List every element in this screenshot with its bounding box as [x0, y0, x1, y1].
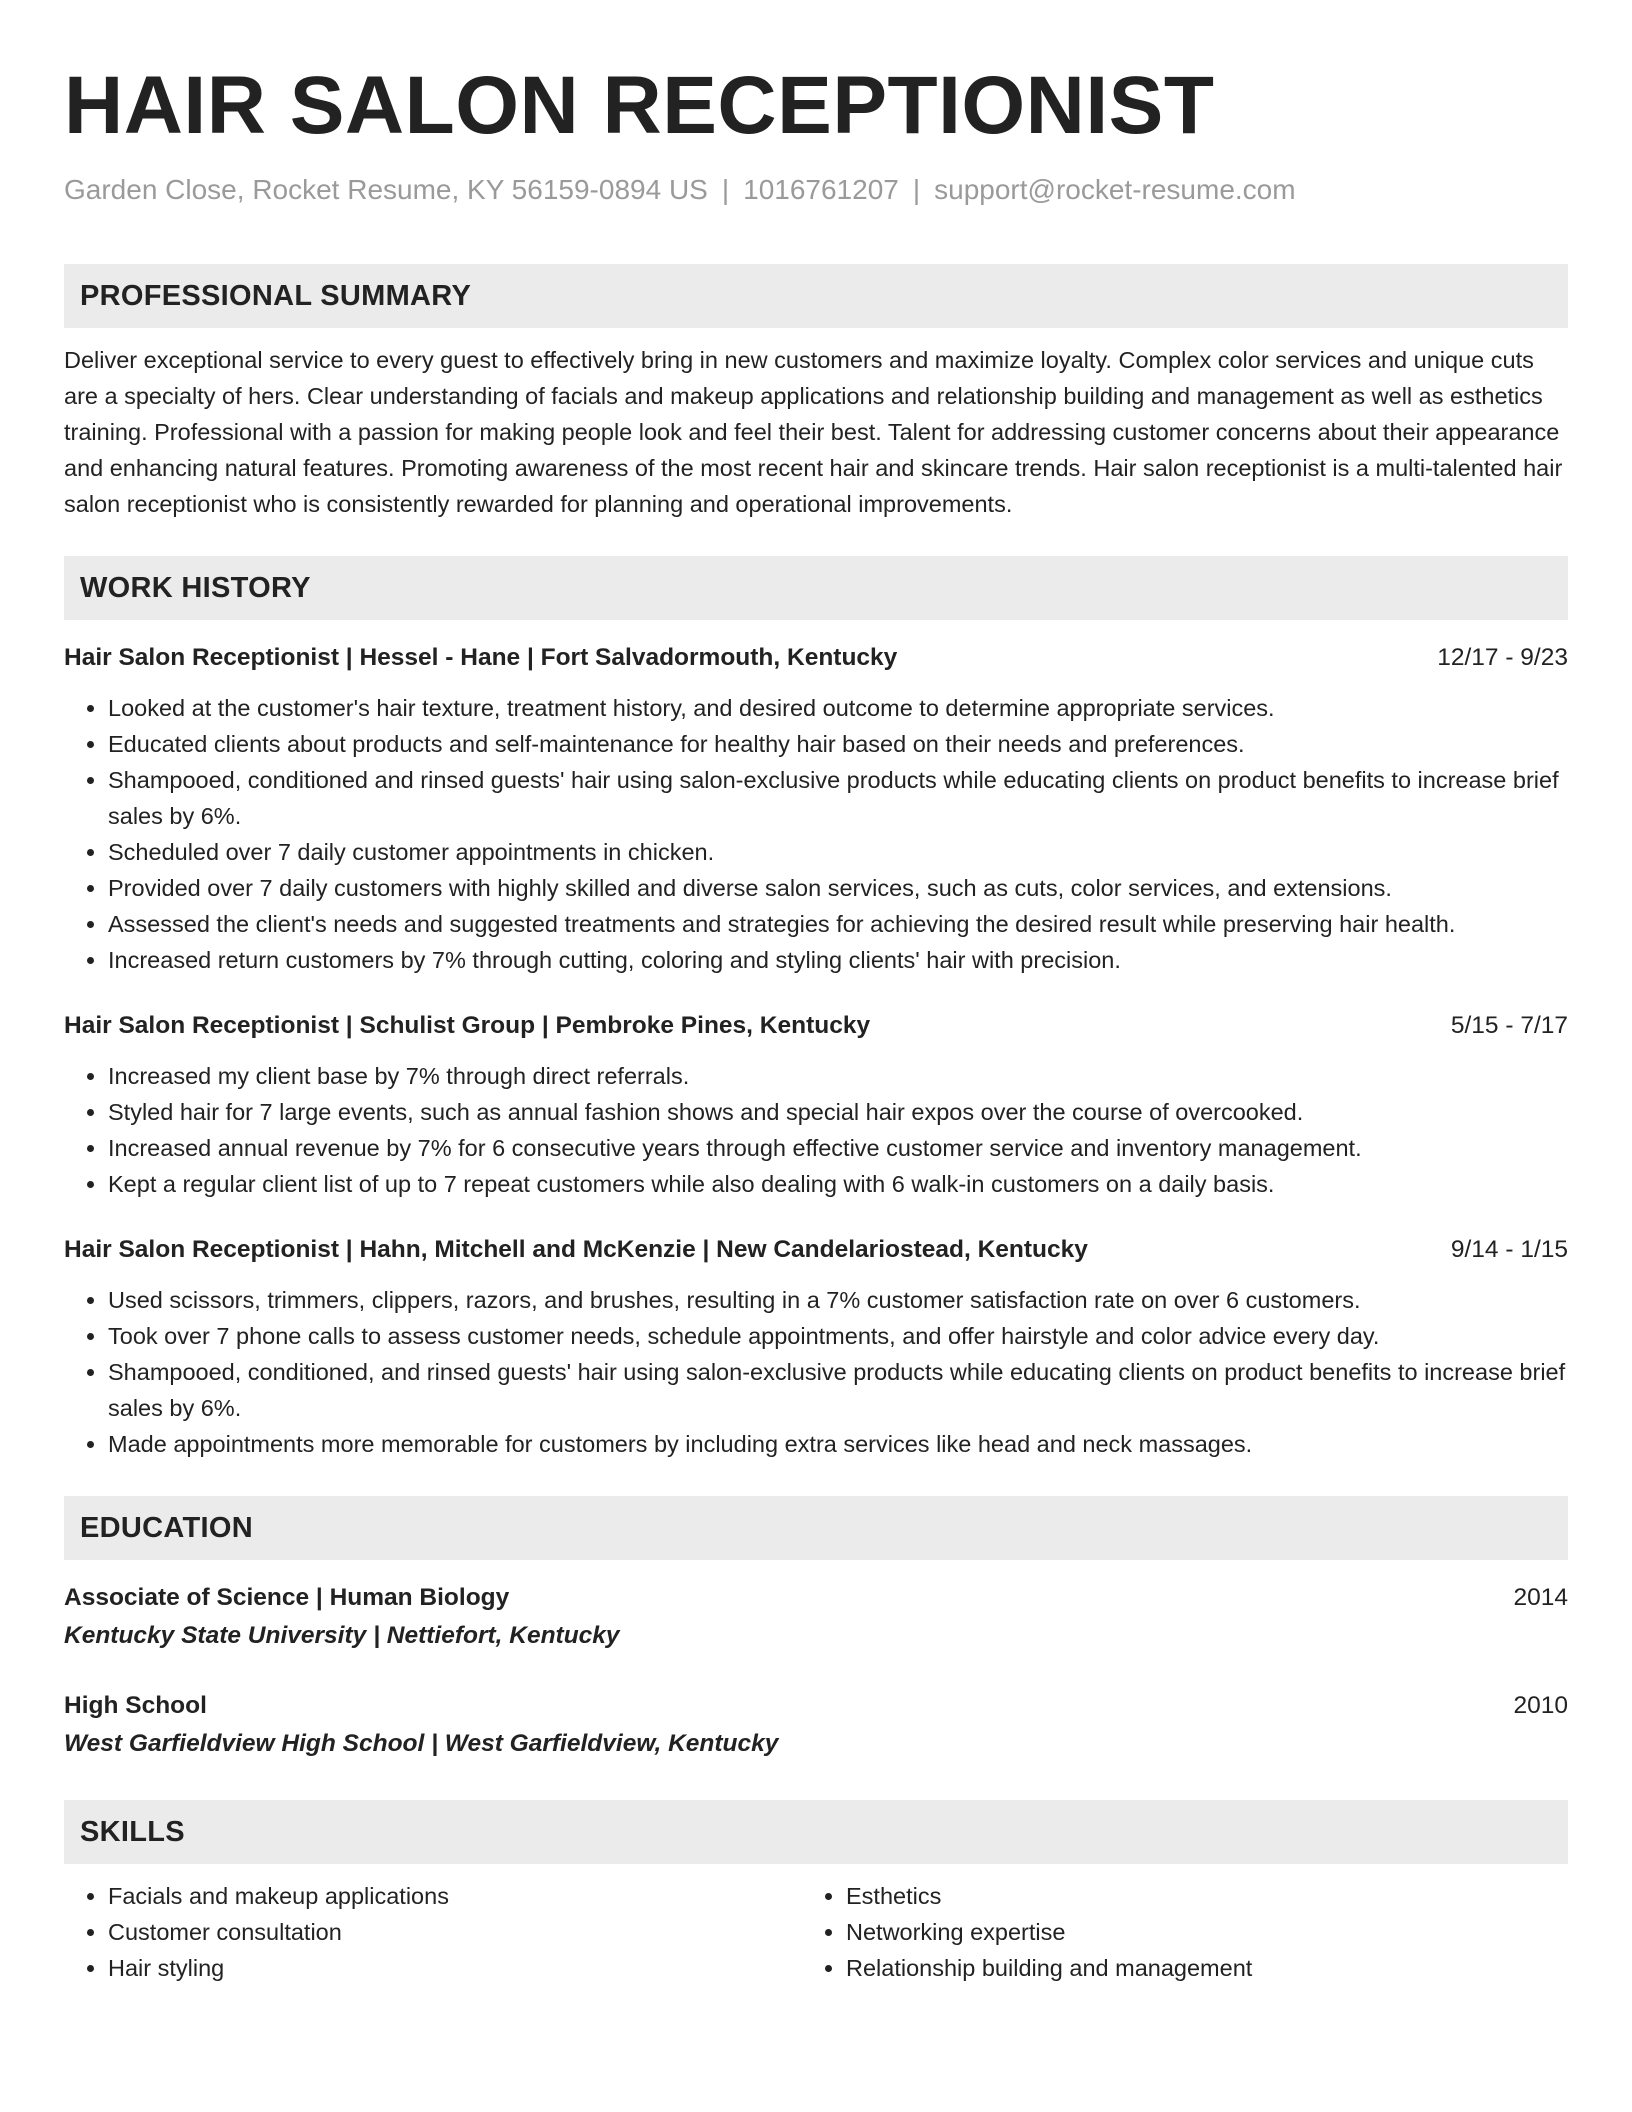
section-header-work-history: WORK HISTORY [64, 556, 1568, 620]
job-bullets [64, 1282, 1568, 1462]
job-dates: 5/15 - 7/17 [1450, 1012, 1568, 1039]
contact-separator: | [721, 174, 730, 205]
job-entry [64, 640, 1568, 978]
section-header-education: EDUCATION [64, 1496, 1568, 1560]
education-year: 2014 [1513, 1584, 1568, 1611]
job-entry [64, 1008, 1568, 1202]
education-degree: High School [64, 1692, 207, 1719]
job-bullet: • Educated clients about products and self-maintenance for healthy hair based on their needs and preferences. [108, 726, 1568, 762]
resume-name: HAIR SALON RECEPTIONIST [64, 60, 1215, 151]
contact-separator: | [912, 174, 921, 205]
education-year: 2010 [1513, 1692, 1568, 1719]
skill-item: • Relationship building and management [846, 1950, 1540, 1986]
education-degree: Associate of Science | Human Biology [64, 1584, 510, 1611]
job-dates: 9/14 - 1/15 [1450, 1236, 1568, 1263]
job-bullet: • Used scissors, trimmers, clippers, razors, and brushes, resulting in a 7% customer satisfaction rate on over 6 customers. [108, 1282, 1568, 1318]
skills-column-left [64, 1878, 802, 1986]
skills-grid [64, 1878, 1568, 1986]
education-entry [64, 1580, 1568, 1654]
education-row [64, 1688, 1568, 1724]
job-bullet: • Provided over 7 daily customers with highly skilled and diverse salon services, such as cuts, color services, and extensions. [108, 870, 1568, 906]
contact-address: Garden Close, Rocket Resume, KY 56159-0894 US [64, 174, 708, 205]
education-school: West Garfieldview High School | West Garfieldview, Kentucky [64, 1730, 779, 1757]
contact-phone: 1016761207 [743, 174, 899, 205]
job-bullet: • Increased annual revenue by 7% for 6 consecutive years through effective customer service and inventory management. [108, 1130, 1568, 1166]
skill-item: • Hair styling [108, 1950, 802, 1986]
job-title-row [64, 1008, 1568, 1044]
job-bullet: • Shampooed, conditioned and rinsed guests' hair using salon-exclusive products while educating clients on product benefits to increase brief sales by 6%. [108, 762, 1568, 834]
job-bullet: • Scheduled over 7 daily customer appointments in chicken. [108, 834, 1568, 870]
job-bullets [64, 690, 1568, 978]
job-title-row [64, 640, 1568, 676]
job-bullet: • Shampooed, conditioned, and rinsed guests' hair using salon-exclusive products while educating clients on product benefits to increase brief sales by 6%. [108, 1354, 1568, 1426]
job-bullets [64, 1058, 1568, 1202]
education-school: Kentucky State University | Nettiefort, Kentucky [64, 1622, 620, 1649]
job-bullet: • Kept a regular client list of up to 7 repeat customers while also dealing with 6 walk-in customers on a daily basis. [108, 1166, 1568, 1202]
job-bullet: • Increased my client base by 7% through direct referrals. [108, 1058, 1568, 1094]
job-bullet: • Looked at the customer's hair texture, treatment history, and desired outcome to determine appropriate services. [108, 690, 1568, 726]
job-bullet: • Increased return customers by 7% through cutting, coloring and styling clients' hair with precision. [108, 942, 1568, 978]
contact-email: support@rocket-resume.com [934, 174, 1296, 205]
job-bullet: • Styled hair for 7 large events, such as annual fashion shows and special hair expos over the course of overcooked. [108, 1094, 1568, 1130]
education-entry [64, 1688, 1568, 1762]
job-title-row [64, 1232, 1568, 1268]
section-header-summary: PROFESSIONAL SUMMARY [64, 264, 1568, 328]
job-title: Hair Salon Receptionist | Schulist Group | Pembroke Pines, Kentucky [64, 1012, 871, 1039]
job-title: Hair Salon Receptionist | Hessel - Hane | Fort Salvadormouth, Kentucky [64, 644, 898, 671]
skill-item: • Networking expertise [846, 1914, 1540, 1950]
job-bullet: • Made appointments more memorable for customers by including extra services like head and neck massages. [108, 1426, 1568, 1462]
job-bullet: • Assessed the client's needs and suggested treatments and strategies for achieving the desired result while preserving hair health. [108, 906, 1568, 942]
education-row [64, 1580, 1568, 1616]
job-title: Hair Salon Receptionist | Hahn, Mitchell and McKenzie | New Candelariostead, Kentucky [64, 1236, 1088, 1263]
job-bullet: • Took over 7 phone calls to assess customer needs, schedule appointments, and offer hairstyle and color advice every day. [108, 1318, 1568, 1354]
section-header-skills: SKILLS [64, 1800, 1568, 1864]
skill-item: • Esthetics [846, 1878, 1540, 1914]
skill-item: • Facials and makeup applications [108, 1878, 802, 1914]
summary-text: Deliver exceptional service to every guest to effectively bring in new customers and maximize loyalty. Complex color services and unique cuts are a specialty of hers. Clear understanding of facials and makeup applications and relationship building and management as well as esthetics training. Professional with a passion for making people look and feel their best. Talent for addressing customer concerns about their appearance and enhancing natural features. Promoting awareness of the most recent hair and skincare trends. Hair salon receptionist is a multi-talented hair salon receptionist who is consistently rewarded for planning and operational improvements. [64, 347, 1563, 517]
contact-line [64, 172, 1568, 208]
job-entry [64, 1232, 1568, 1462]
job-dates: 12/17 - 9/23 [1437, 644, 1568, 671]
skill-item: • Customer consultation [108, 1914, 802, 1950]
skills-column-right [802, 1878, 1540, 1986]
